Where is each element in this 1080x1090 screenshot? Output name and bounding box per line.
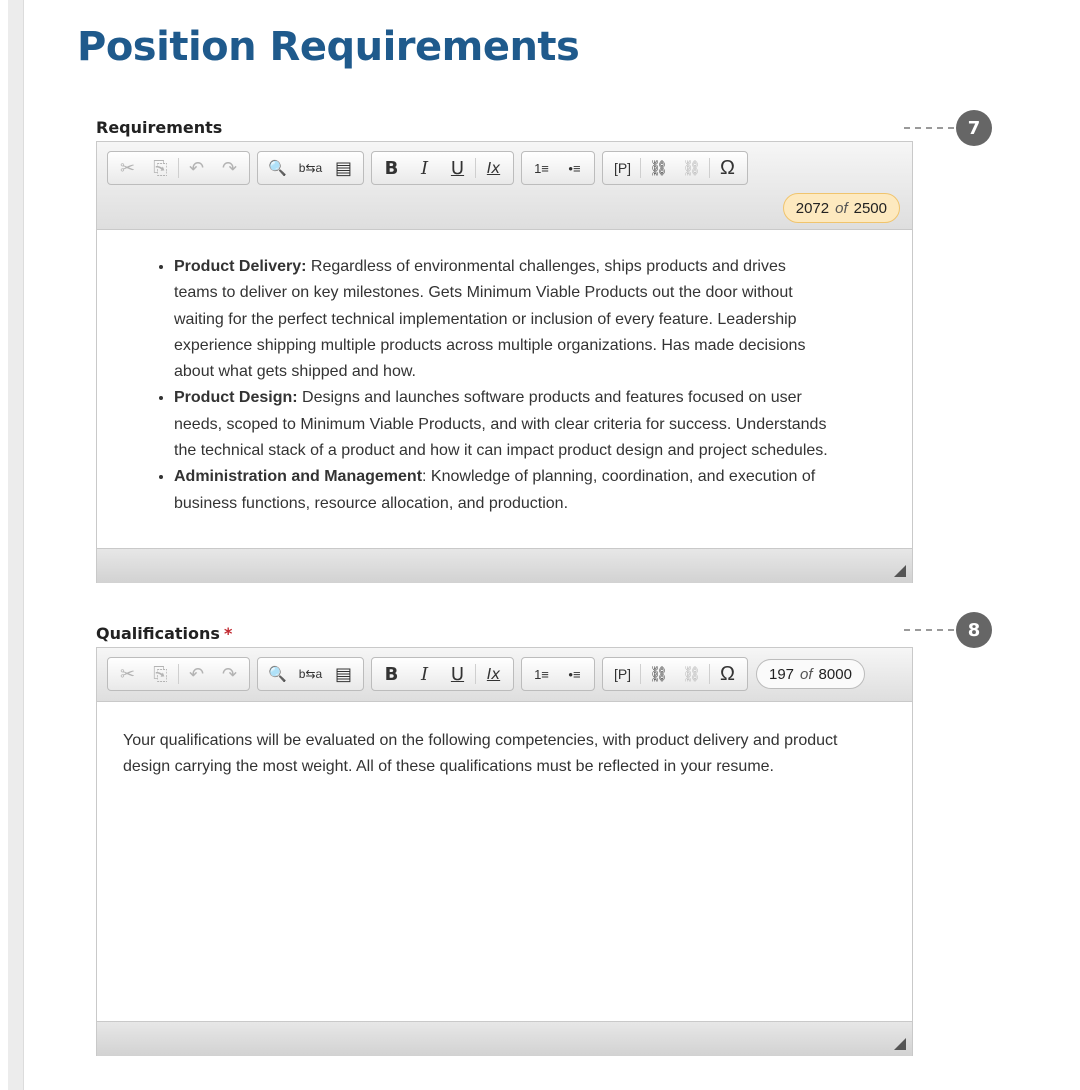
cut-icon[interactable]: ✂ (119, 663, 136, 684)
link-icon[interactable]: ⛓ (648, 160, 669, 177)
italic-icon[interactable]: I (420, 663, 429, 685)
link-icon[interactable]: ⛓ (648, 666, 669, 683)
toolbar-separator (475, 158, 476, 178)
numbered-list-icon[interactable]: 1≡ (534, 160, 549, 176)
left-rail-bar (8, 0, 24, 1090)
resize-handle-icon[interactable] (894, 1038, 906, 1050)
editing-group (257, 657, 364, 691)
requirements-list (97, 254, 912, 517)
requirements-editor (96, 141, 913, 583)
remove-format-icon[interactable]: Ix (486, 159, 501, 177)
list-item-text: Regardless of environmental challenges, ships products and drives teams to deliver on key milestones. Gets Minimum Viable Products out the door without waiting for the perfect technical implementation or inclusion of every feature. Leadership experience shipping multiple products across multiple organizations. Has made decisions about what gets shipped and how. (174, 258, 806, 381)
requirements-label-text: Requirements (96, 118, 223, 137)
find-icon[interactable]: 🔍 (268, 160, 287, 177)
bold-icon[interactable]: B (384, 157, 399, 179)
callout-8 (904, 612, 992, 648)
replace-icon[interactable]: b⇆a (298, 667, 323, 681)
toolbar-separator (640, 158, 641, 178)
counter-of: of (800, 665, 813, 683)
requirements-content[interactable] (97, 230, 912, 548)
qualifications-text: Your qualifications will be evaluated on the following competencies, with product delivery and product design carrying the most weight. All of these qualifications must be reflected in your resume. (123, 732, 838, 776)
insert-group (602, 657, 748, 691)
counter-max: 8000 (818, 665, 852, 683)
basic-styles-group (371, 151, 514, 185)
special-character-icon[interactable]: Ω (720, 662, 735, 685)
undo-icon[interactable]: ↶ (188, 663, 205, 684)
select-all-icon[interactable]: ▤ (334, 157, 352, 178)
qualifications-label-text: Qualifications (96, 624, 220, 643)
clipboard-group (107, 151, 250, 185)
counter-max: 2500 (853, 199, 887, 217)
special-character-icon[interactable]: Ω (720, 156, 735, 179)
numbered-list-icon[interactable]: 1≡ (534, 666, 549, 682)
left-rail (0, 0, 26, 1090)
toolbar-separator (475, 664, 476, 684)
find-icon[interactable]: 🔍 (268, 666, 287, 683)
redo-icon[interactable]: ↷ (221, 663, 238, 684)
resize-handle-icon[interactable] (894, 565, 906, 577)
callout-7-leader (904, 127, 954, 129)
list-item-text: Designs and launches software products and features focused on user needs, scoped to Minimum Viable Products, and with clear criteria for success. Understands the technical stack of a product and how it can impact product design and project schedules. (174, 389, 828, 460)
callout-8-badge: 8 (956, 612, 992, 648)
bulleted-list-icon[interactable]: •≡ (568, 160, 581, 176)
select-all-icon[interactable]: ▤ (334, 663, 352, 684)
list-group (521, 151, 595, 185)
qualifications-editor (96, 647, 913, 1056)
callout-7-badge: 7 (956, 110, 992, 146)
remove-format-icon[interactable]: Ix (486, 665, 501, 683)
bold-icon[interactable]: B (384, 663, 399, 685)
toolbar-separator (640, 664, 641, 684)
required-marker: * (223, 624, 233, 643)
underline-icon[interactable]: U (450, 663, 465, 685)
list-item-text: : Knowledge of planning, coordination, and execution of business functions, resource allocation, and production. (174, 468, 816, 512)
qualifications-content[interactable] (97, 702, 912, 1021)
toolbar-separator (709, 158, 710, 178)
qualifications-toolbar (97, 648, 912, 702)
editing-group (257, 151, 364, 185)
paragraph-icon[interactable]: [P] (613, 666, 632, 682)
list-item-title: Product Delivery: (174, 258, 307, 275)
qualifications-editor-footer (97, 1021, 912, 1056)
copy-icon[interactable]: ⎘ (153, 157, 168, 178)
undo-icon[interactable]: ↶ (188, 157, 205, 178)
list-item (174, 464, 912, 517)
requirements-label (96, 118, 222, 137)
callout-7 (904, 110, 992, 146)
underline-icon[interactable]: U (450, 157, 465, 179)
list-item (174, 254, 912, 385)
list-group (521, 657, 595, 691)
copy-icon[interactable]: ⎘ (153, 663, 168, 684)
unlink-icon[interactable]: ⛓ (681, 666, 702, 683)
clipboard-group (107, 657, 250, 691)
bulleted-list-icon[interactable]: •≡ (568, 666, 581, 682)
requirements-char-counter (783, 193, 900, 223)
requirements-toolbar (97, 142, 912, 230)
counter-current: 197 (769, 665, 795, 683)
toolbar-separator (178, 664, 179, 684)
insert-group (602, 151, 748, 185)
list-item-title: Administration and Management (174, 468, 423, 486)
requirements-editor-footer (97, 548, 912, 583)
cut-icon[interactable]: ✂ (119, 157, 136, 178)
replace-icon[interactable]: b⇆a (298, 161, 323, 175)
paragraph-icon[interactable]: [P] (613, 160, 632, 176)
toolbar-separator (709, 664, 710, 684)
list-item (174, 385, 912, 464)
qualifications-char-counter (756, 659, 865, 689)
page-title: Position Requirements (77, 24, 580, 70)
qualifications-label (96, 624, 232, 643)
callout-8-leader (904, 629, 954, 631)
unlink-icon[interactable]: ⛓ (681, 160, 702, 177)
counter-of: of (835, 199, 848, 217)
list-item-title: Product Design: (174, 389, 298, 407)
italic-icon[interactable]: I (420, 157, 429, 179)
basic-styles-group (371, 657, 514, 691)
counter-current: 2072 (795, 199, 830, 217)
toolbar-separator (178, 158, 179, 178)
redo-icon[interactable]: ↷ (221, 157, 238, 178)
